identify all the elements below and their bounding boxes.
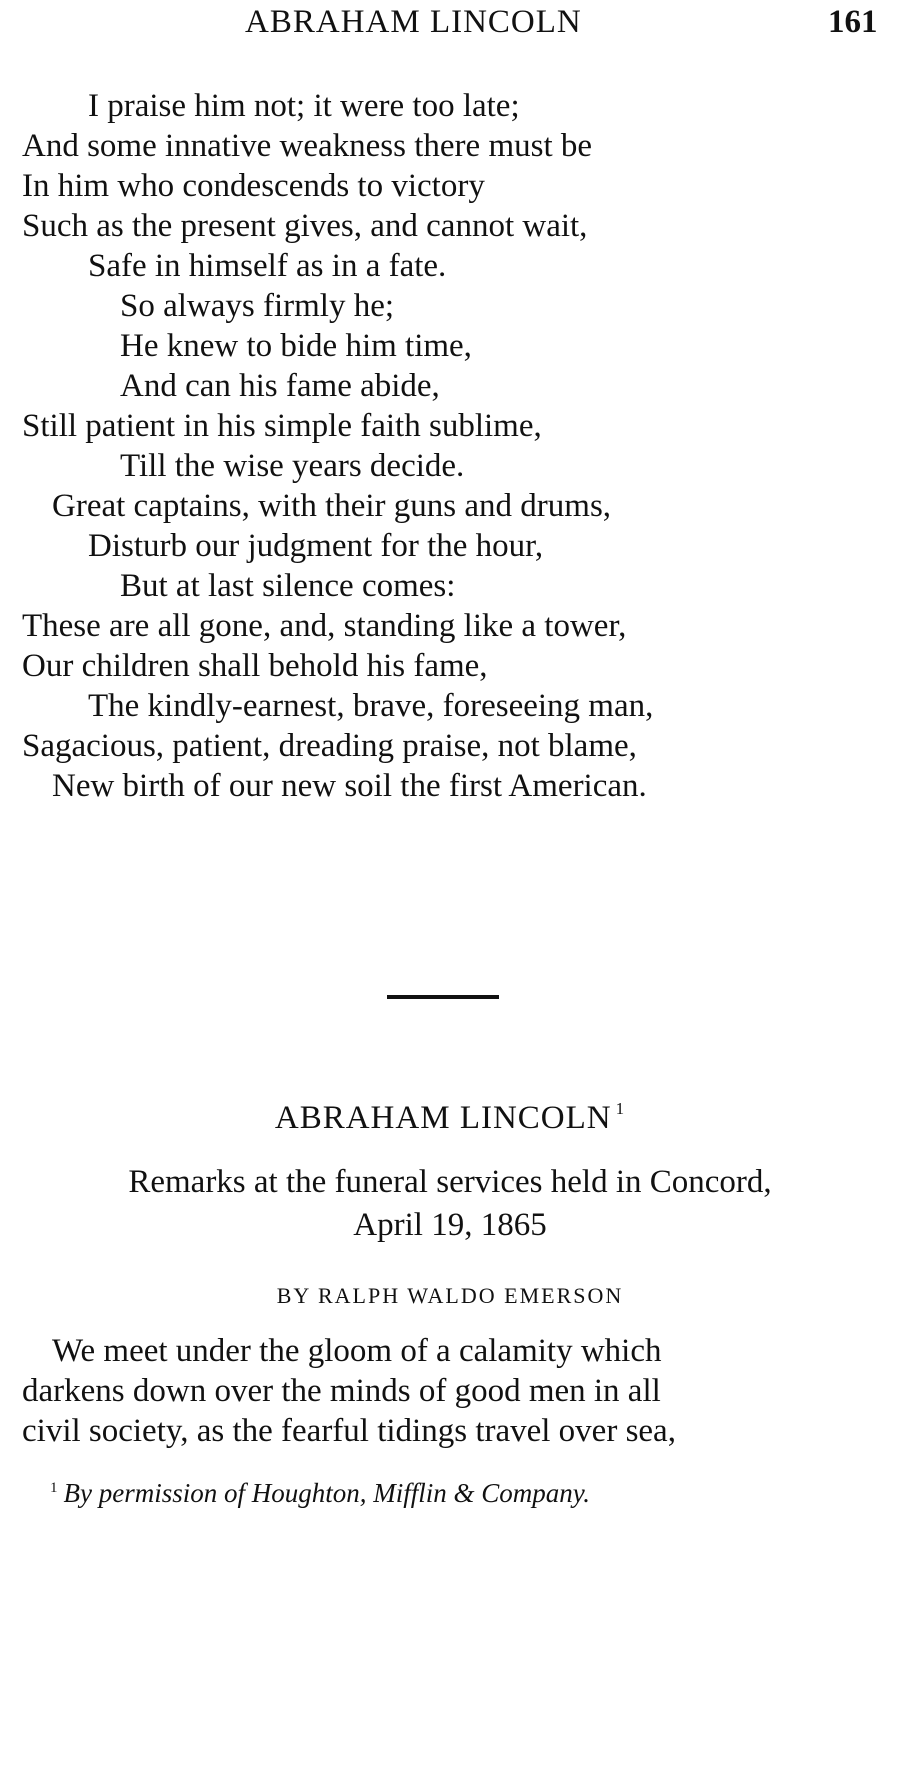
poem-line: Safe in himself as in a fate. [88,248,447,284]
poem-line: These are all gone, and, standing like a tower, [22,608,627,644]
article-subtitle-line1: Remarks at the funeral services held in Concord, [128,1164,772,1200]
article-title-text: ABRAHAM LINCOLN [274,1100,612,1136]
poem-line: Still patient in his simple faith sublime, [22,408,542,444]
poem-line: He knew to bide him time, [120,328,472,364]
poem-line: And some innative weakness there must be [22,128,593,164]
page-number: 161 [828,4,878,40]
running-head [0,4,900,44]
running-title: ABRAHAM LINCOLN [245,4,582,40]
poem-line: Our children shall behold his fame, [22,648,488,684]
byline: BY RALPH WALDO EMERSON [276,1283,624,1308]
poem-line: Sagacious, patient, dreading praise, not blame, [22,728,637,764]
body-line: We meet under the gloom of a calamity which [52,1333,662,1369]
footnote-text: By permission of Houghton, Mifflin & Company. [63,1478,590,1508]
poem-line: So always firmly he; [120,288,395,324]
poem-line: Such as the present gives, and cannot wait, [22,208,588,244]
poem-line: I praise him not; it were too late; [88,88,520,124]
poem-line: Disturb our judgment for the hour, [88,528,544,564]
body-line: darkens down over the minds of good men in all [22,1373,661,1409]
poem-line: In him who condescends to victory [22,168,485,204]
footnote-mark: 1 [50,1480,58,1496]
poem-line: The kindly-earnest, brave, foreseeing man, [88,688,654,724]
poem-line: New birth of our new soil the first American. [52,768,647,804]
poem-line: And can his fame abide, [120,368,440,404]
title-footnote-mark: 1 [615,1099,626,1118]
poem-line: Till the wise years decide. [120,448,465,484]
footnote [50,1478,590,1509]
poem-line: Great captains, with their guns and drums, [52,488,612,524]
article-title [0,1099,900,1137]
body-line: civil society, as the fearful tidings travel over sea, [22,1413,676,1449]
article-subtitle-line2: April 19, 1865 [353,1207,547,1243]
poem-line: But at last silence comes: [120,568,456,604]
section-divider [387,995,499,999]
